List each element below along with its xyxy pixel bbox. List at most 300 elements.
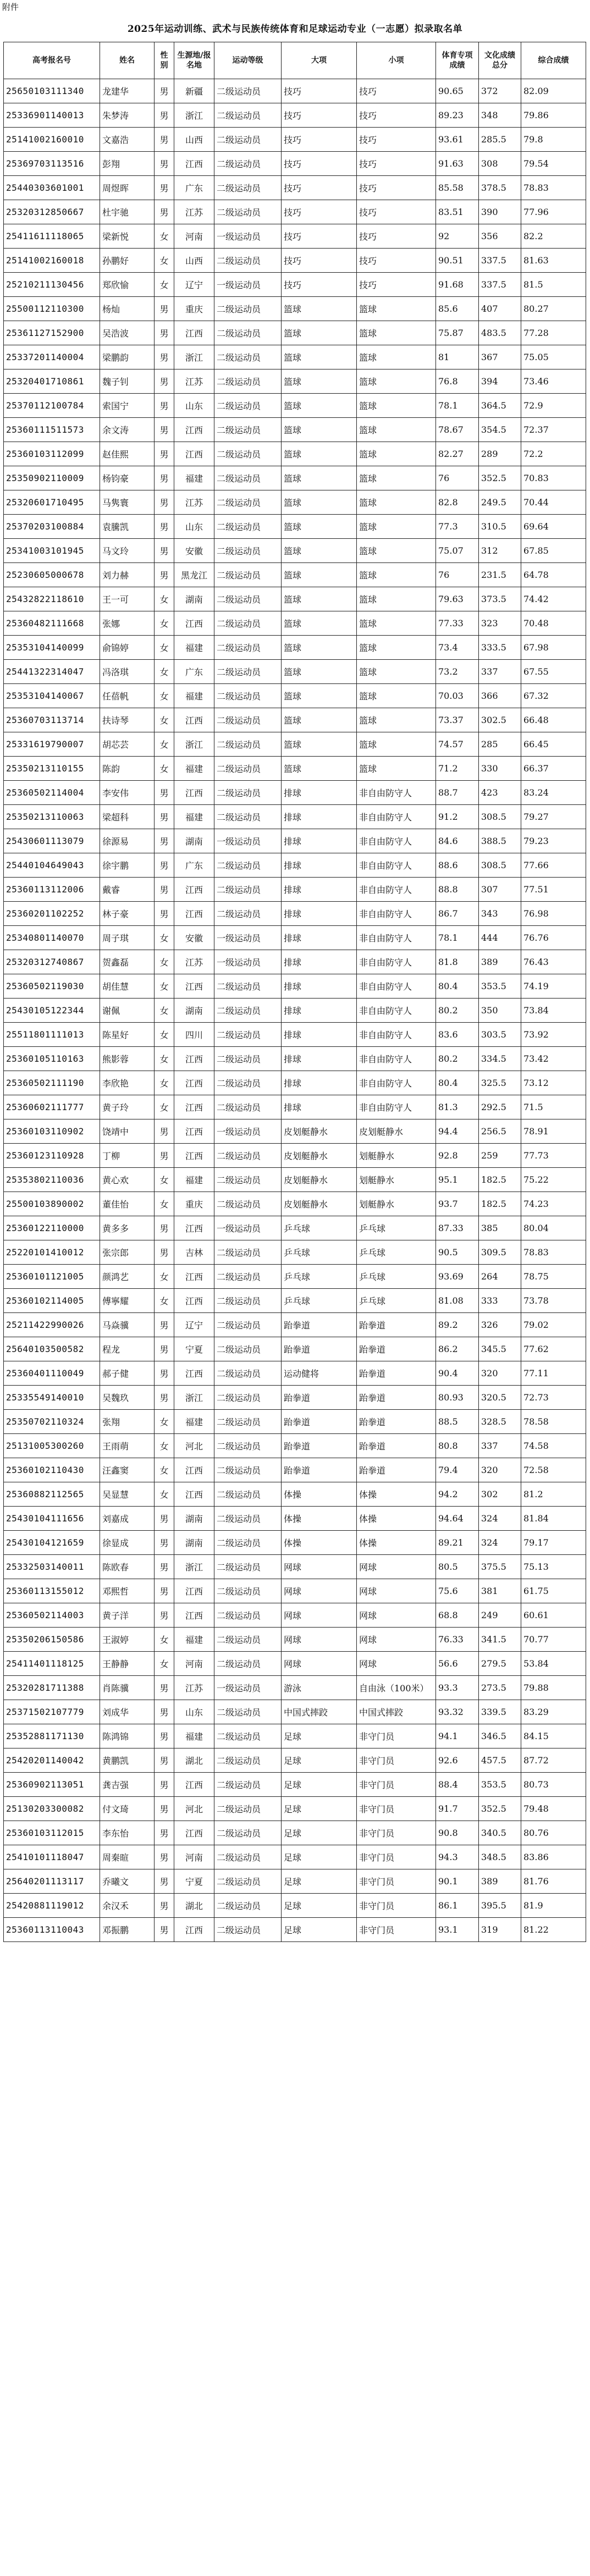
table-row [4, 1434, 586, 1458]
table-row [4, 103, 586, 128]
cell-culture-score: 389 [479, 1869, 521, 1894]
cell-major-event: 足球 [282, 1748, 357, 1773]
cell-major-event: 排球 [282, 1095, 357, 1119]
cell-major-event: 篮球 [282, 732, 357, 757]
cell-sex: 男 [155, 79, 174, 103]
cell-sport-score: 75.6 [436, 1579, 479, 1603]
cell-exam-id: 25500112110300 [4, 297, 100, 321]
cell-major-event: 足球 [282, 1845, 357, 1869]
cell-culture-score: 457.5 [479, 1748, 521, 1773]
cell-level: 二级运动员 [214, 781, 282, 805]
cell-exam-id: 25360502119030 [4, 974, 100, 999]
cell-major-event: 排球 [282, 781, 357, 805]
cell-total-score: 78.75 [521, 1265, 586, 1289]
cell-major-event: 皮划艇静水 [282, 1192, 357, 1216]
cell-major-event: 乒乓球 [282, 1216, 357, 1240]
cell-major-event: 皮划艇静水 [282, 1144, 357, 1168]
cell-name: 黄鹏凯 [100, 1748, 155, 1773]
table-row [4, 369, 586, 394]
cell-culture-score: 444 [479, 926, 521, 950]
cell-name: 邓熙哲 [100, 1579, 155, 1603]
table-row [4, 1821, 586, 1845]
table-row [4, 1410, 586, 1434]
cell-major-event: 乒乓球 [282, 1289, 357, 1313]
cell-exam-id: 25230605000678 [4, 563, 100, 587]
cell-total-score: 73.46 [521, 369, 586, 394]
cell-level: 二级运动员 [214, 539, 282, 563]
cell-total-score: 81.76 [521, 1869, 586, 1894]
cell-level: 二级运动员 [214, 732, 282, 757]
cell-major-event: 运动健将 [282, 1361, 357, 1386]
cell-sex: 女 [155, 684, 174, 708]
cell-origin: 江西 [174, 1071, 214, 1095]
cell-origin: 广东 [174, 853, 214, 878]
cell-name: 赵佳熙 [100, 442, 155, 466]
cell-culture-score: 182.5 [479, 1192, 521, 1216]
cell-exam-id: 25350206150586 [4, 1628, 100, 1652]
cell-sex: 男 [155, 128, 174, 152]
cell-name: 颜鸿艺 [100, 1265, 155, 1289]
cell-sport-score: 95.1 [436, 1168, 479, 1192]
cell-level: 二级运动员 [214, 974, 282, 999]
cell-total-score: 74.19 [521, 974, 586, 999]
cell-level: 二级运动员 [214, 1289, 282, 1313]
cell-minor-event: 技巧 [357, 273, 436, 297]
cell-level: 二级运动员 [214, 369, 282, 394]
cell-minor-event: 划艇静水 [357, 1144, 436, 1168]
cell-sex: 男 [155, 1386, 174, 1410]
cell-sex: 男 [155, 1603, 174, 1628]
cell-exam-id: 25211422990026 [4, 1313, 100, 1337]
cell-level: 二级运动员 [214, 1531, 282, 1555]
cell-origin: 四川 [174, 1023, 214, 1047]
table-row [4, 611, 586, 636]
cell-culture-score: 346.5 [479, 1724, 521, 1748]
cell-sex: 男 [155, 1724, 174, 1748]
cell-origin: 湖南 [174, 1507, 214, 1531]
cell-sport-score: 76.8 [436, 369, 479, 394]
table-row [4, 466, 586, 490]
cell-total-score: 70.83 [521, 466, 586, 490]
cell-sex: 男 [155, 442, 174, 466]
cell-major-event: 体操 [282, 1482, 357, 1507]
cell-minor-event: 网球 [357, 1603, 436, 1628]
cell-exam-id: 25360102110430 [4, 1458, 100, 1482]
cell-exam-id: 25371502107779 [4, 1700, 100, 1724]
cell-major-event: 足球 [282, 1894, 357, 1918]
cell-minor-event: 篮球 [357, 515, 436, 539]
cell-minor-event: 非自由防守人 [357, 999, 436, 1023]
cell-level: 二级运动员 [214, 1192, 282, 1216]
table-row [4, 176, 586, 200]
cell-exam-id: 25141002160010 [4, 128, 100, 152]
cell-exam-id: 25353802110036 [4, 1168, 100, 1192]
cell-sport-score: 84.6 [436, 829, 479, 853]
cell-total-score: 64.78 [521, 563, 586, 587]
cell-level: 二级运动员 [214, 1918, 282, 1942]
cell-minor-event: 技巧 [357, 79, 436, 103]
cell-minor-event: 乒乓球 [357, 1265, 436, 1289]
cell-major-event: 排球 [282, 1047, 357, 1071]
cell-culture-score: 348.5 [479, 1845, 521, 1869]
cell-name: 黄多多 [100, 1216, 155, 1240]
cell-culture-score: 324 [479, 1507, 521, 1531]
cell-exam-id: 25320601710495 [4, 490, 100, 515]
cell-exam-id: 25353104140099 [4, 636, 100, 660]
cell-major-event: 足球 [282, 1869, 357, 1894]
cell-sex: 女 [155, 732, 174, 757]
cell-level: 二级运动员 [214, 442, 282, 466]
cell-major-event: 篮球 [282, 394, 357, 418]
cell-level: 二级运动员 [214, 1555, 282, 1579]
cell-origin: 江西 [174, 1216, 214, 1240]
cell-major-event: 技巧 [282, 103, 357, 128]
cell-name: 黄子洋 [100, 1603, 155, 1628]
table-row [4, 1652, 586, 1676]
cell-culture-score: 352.5 [479, 1797, 521, 1821]
cell-level: 二级运动员 [214, 563, 282, 587]
cell-sport-score: 80.4 [436, 1071, 479, 1095]
cell-exam-id: 25500103890002 [4, 1192, 100, 1216]
cell-minor-event: 篮球 [357, 466, 436, 490]
cell-major-event: 跆拳道 [282, 1410, 357, 1434]
cell-total-score: 81.2 [521, 1482, 586, 1507]
table-row [4, 1628, 586, 1652]
cell-origin: 宁夏 [174, 1869, 214, 1894]
col-culture-score: 文化成绩总分 [479, 42, 521, 79]
cell-name: 张宗郎 [100, 1240, 155, 1265]
cell-exam-id: 25332503140011 [4, 1555, 100, 1579]
cell-culture-score: 372 [479, 79, 521, 103]
cell-major-event: 技巧 [282, 273, 357, 297]
cell-sport-score: 90.65 [436, 79, 479, 103]
cell-origin: 江西 [174, 442, 214, 466]
cell-total-score: 82.2 [521, 224, 586, 249]
table-row [4, 394, 586, 418]
cell-major-event: 技巧 [282, 152, 357, 176]
table-row [4, 684, 586, 708]
cell-sport-score: 80.4 [436, 974, 479, 999]
cell-minor-event: 非自由防守人 [357, 853, 436, 878]
cell-sex: 女 [155, 1168, 174, 1192]
cell-origin: 河南 [174, 1652, 214, 1676]
cell-sex: 男 [155, 539, 174, 563]
cell-sex: 女 [155, 224, 174, 249]
cell-sport-score: 80.5 [436, 1555, 479, 1579]
cell-minor-event: 非自由防守人 [357, 829, 436, 853]
cell-minor-event: 非守门员 [357, 1773, 436, 1797]
cell-level: 二级运动员 [214, 1144, 282, 1168]
table-row [4, 1313, 586, 1337]
table-header-row [4, 42, 586, 79]
cell-total-score: 67.32 [521, 684, 586, 708]
cell-culture-score: 279.5 [479, 1652, 521, 1676]
cell-total-score: 75.13 [521, 1555, 586, 1579]
cell-name: 戴睿 [100, 878, 155, 902]
cell-total-score: 73.84 [521, 999, 586, 1023]
cell-sex: 男 [155, 1676, 174, 1700]
cell-total-score: 61.75 [521, 1579, 586, 1603]
cell-exam-id: 25360902113051 [4, 1773, 100, 1797]
cell-sport-score: 90.1 [436, 1869, 479, 1894]
cell-minor-event: 篮球 [357, 684, 436, 708]
table-row [4, 999, 586, 1023]
cell-sex: 男 [155, 829, 174, 853]
cell-major-event: 技巧 [282, 176, 357, 200]
cell-origin: 湖南 [174, 829, 214, 853]
attachment-label: 附件 [2, 2, 19, 12]
cell-level: 二级运动员 [214, 1361, 282, 1386]
cell-culture-score: 325.5 [479, 1071, 521, 1095]
cell-minor-event: 非自由防守人 [357, 1071, 436, 1095]
cell-sex: 女 [155, 1289, 174, 1313]
cell-minor-event: 非自由防守人 [357, 902, 436, 926]
cell-minor-event: 技巧 [357, 152, 436, 176]
cell-name: 文嘉浩 [100, 128, 155, 152]
cell-minor-event: 划艇静水 [357, 1192, 436, 1216]
col-sport-score: 体育专项成绩 [436, 42, 479, 79]
cell-name: 彭翔 [100, 152, 155, 176]
cell-minor-event: 跆拳道 [357, 1361, 436, 1386]
cell-total-score: 80.76 [521, 1821, 586, 1845]
cell-total-score: 79.17 [521, 1531, 586, 1555]
cell-level: 二级运动员 [214, 1773, 282, 1797]
cell-culture-score: 330 [479, 757, 521, 781]
cell-total-score: 78.83 [521, 176, 586, 200]
cell-total-score: 66.48 [521, 708, 586, 732]
cell-exam-id: 25320312850667 [4, 200, 100, 224]
cell-culture-score: 423 [479, 781, 521, 805]
cell-culture-score: 367 [479, 345, 521, 369]
cell-origin: 广东 [174, 660, 214, 684]
cell-exam-id: 25430104111656 [4, 1507, 100, 1531]
cell-sport-score: 91.2 [436, 805, 479, 829]
cell-culture-score: 324 [479, 1531, 521, 1555]
cell-sport-score: 77.33 [436, 611, 479, 636]
cell-sex: 男 [155, 418, 174, 442]
cell-level: 一级运动员 [214, 1676, 282, 1700]
cell-sex: 男 [155, 466, 174, 490]
cell-origin: 江苏 [174, 950, 214, 974]
cell-sport-score: 91.68 [436, 273, 479, 297]
cell-origin: 湖北 [174, 1748, 214, 1773]
cell-minor-event: 非自由防守人 [357, 781, 436, 805]
cell-sex: 女 [155, 660, 174, 684]
cell-sex: 男 [155, 1869, 174, 1894]
cell-culture-score: 389 [479, 950, 521, 974]
cell-major-event: 跆拳道 [282, 1458, 357, 1482]
cell-exam-id: 25511801111013 [4, 1023, 100, 1047]
cell-name: 邓振鹏 [100, 1918, 155, 1942]
cell-sport-score: 81.3 [436, 1095, 479, 1119]
cell-sport-score: 85.6 [436, 297, 479, 321]
cell-sport-score: 90.4 [436, 1361, 479, 1386]
cell-total-score: 70.77 [521, 1628, 586, 1652]
page-bottom-margin [0, 2555, 590, 2576]
cell-minor-event: 篮球 [357, 563, 436, 587]
cell-culture-score: 364.5 [479, 394, 521, 418]
cell-minor-event: 非自由防守人 [357, 1023, 436, 1047]
cell-total-score: 60.61 [521, 1603, 586, 1628]
cell-origin: 江西 [174, 1144, 214, 1168]
cell-minor-event: 体操 [357, 1482, 436, 1507]
cell-sex: 男 [155, 1361, 174, 1386]
cell-total-score: 79.48 [521, 1797, 586, 1821]
cell-exam-id: 25411611118065 [4, 224, 100, 249]
cell-major-event: 乒乓球 [282, 1240, 357, 1265]
table-row [4, 660, 586, 684]
cell-sex: 男 [155, 321, 174, 345]
cell-sport-score: 94.2 [436, 1482, 479, 1507]
cell-origin: 重庆 [174, 1192, 214, 1216]
cell-total-score: 74.42 [521, 587, 586, 611]
cell-sport-score: 81.08 [436, 1289, 479, 1313]
cell-total-score: 78.91 [521, 1119, 586, 1144]
cell-level: 二级运动员 [214, 636, 282, 660]
cell-level: 二级运动员 [214, 1313, 282, 1337]
cell-major-event: 网球 [282, 1652, 357, 1676]
cell-exam-id: 25131005300260 [4, 1434, 100, 1458]
cell-minor-event: 非自由防守人 [357, 1095, 436, 1119]
cell-major-event: 篮球 [282, 466, 357, 490]
cell-origin: 湖南 [174, 999, 214, 1023]
cell-name: 杨钧豪 [100, 466, 155, 490]
cell-sport-score: 90.51 [436, 249, 479, 273]
cell-level: 二级运动员 [214, 708, 282, 732]
cell-sport-score: 89.23 [436, 103, 479, 128]
cell-exam-id: 25360602111777 [4, 1095, 100, 1119]
cell-minor-event: 非守门员 [357, 1821, 436, 1845]
cell-level: 二级运动员 [214, 878, 282, 902]
cell-origin: 江西 [174, 974, 214, 999]
cell-minor-event: 自由泳（100米） [357, 1676, 436, 1700]
table-row [4, 321, 586, 345]
cell-total-score: 72.73 [521, 1386, 586, 1410]
cell-exam-id: 25360105110163 [4, 1047, 100, 1071]
cell-sex: 女 [155, 974, 174, 999]
cell-sex: 男 [155, 1144, 174, 1168]
cell-culture-score: 323 [479, 611, 521, 636]
table-row [4, 878, 586, 902]
cell-name: 杜宇驰 [100, 200, 155, 224]
cell-total-score: 79.8 [521, 128, 586, 152]
table-row [4, 636, 586, 660]
table-row [4, 152, 586, 176]
cell-name: 徐源易 [100, 829, 155, 853]
cell-total-score: 67.55 [521, 660, 586, 684]
cell-culture-score: 337.5 [479, 249, 521, 273]
cell-culture-score: 353.5 [479, 974, 521, 999]
cell-major-event: 篮球 [282, 539, 357, 563]
cell-major-event: 排球 [282, 902, 357, 926]
cell-exam-id: 25336901140013 [4, 103, 100, 128]
cell-culture-score: 353.5 [479, 1773, 521, 1797]
cell-name: 袁騰凯 [100, 515, 155, 539]
cell-sex: 男 [155, 1240, 174, 1265]
cell-sex: 男 [155, 297, 174, 321]
cell-level: 二级运动员 [214, 1337, 282, 1361]
table-row [4, 1289, 586, 1313]
cell-major-event: 跆拳道 [282, 1434, 357, 1458]
cell-exam-id: 25360201102252 [4, 902, 100, 926]
cell-minor-event: 非自由防守人 [357, 950, 436, 974]
cell-exam-id: 25210211130456 [4, 273, 100, 297]
cell-level: 二级运动员 [214, 249, 282, 273]
cell-name: 李东怡 [100, 1821, 155, 1845]
cell-sex: 男 [155, 1337, 174, 1361]
cell-culture-score: 256.5 [479, 1119, 521, 1144]
cell-major-event: 足球 [282, 1724, 357, 1748]
table-row [4, 1119, 586, 1144]
cell-sport-score: 78.1 [436, 394, 479, 418]
cell-sport-score: 56.6 [436, 1652, 479, 1676]
cell-exam-id: 25360502114004 [4, 781, 100, 805]
cell-name: 汪鑫窦 [100, 1458, 155, 1482]
cell-sex: 女 [155, 1434, 174, 1458]
cell-minor-event: 篮球 [357, 708, 436, 732]
cell-name: 徐宇鹏 [100, 853, 155, 878]
cell-sex: 男 [155, 1845, 174, 1869]
cell-sex: 男 [155, 781, 174, 805]
cell-sex: 女 [155, 1458, 174, 1482]
cell-origin: 江西 [174, 1579, 214, 1603]
cell-total-score: 79.54 [521, 152, 586, 176]
cell-origin: 江西 [174, 1119, 214, 1144]
cell-total-score: 81.63 [521, 249, 586, 273]
cell-major-event: 乒乓球 [282, 1265, 357, 1289]
cell-minor-event: 乒乓球 [357, 1216, 436, 1240]
cell-name: 孙鹏好 [100, 249, 155, 273]
cell-name: 李欣艳 [100, 1071, 155, 1095]
cell-total-score: 72.37 [521, 418, 586, 442]
cell-sport-score: 90.8 [436, 1821, 479, 1845]
cell-exam-id: 25440303601001 [4, 176, 100, 200]
cell-exam-id: 25430105122344 [4, 999, 100, 1023]
cell-culture-score: 483.5 [479, 321, 521, 345]
cell-origin: 福建 [174, 1168, 214, 1192]
cell-origin: 江西 [174, 152, 214, 176]
cell-sex: 男 [155, 1579, 174, 1603]
col-name: 姓名 [100, 42, 155, 79]
col-minor-event: 小项 [357, 42, 436, 79]
cell-name: 乔曦文 [100, 1869, 155, 1894]
cell-origin: 江苏 [174, 369, 214, 394]
cell-name: 程龙 [100, 1337, 155, 1361]
cell-total-score: 77.11 [521, 1361, 586, 1386]
cell-level: 二级运动员 [214, 999, 282, 1023]
table-row [4, 781, 586, 805]
col-major-event: 大项 [282, 42, 357, 79]
cell-culture-score: 319 [479, 1918, 521, 1942]
cell-total-score: 74.23 [521, 1192, 586, 1216]
cell-total-score: 80.27 [521, 297, 586, 321]
cell-minor-event: 非守门员 [357, 1845, 436, 1869]
cell-total-score: 80.73 [521, 1773, 586, 1797]
cell-sport-score: 94.3 [436, 1845, 479, 1869]
cell-origin: 福建 [174, 757, 214, 781]
cell-sex: 男 [155, 1531, 174, 1555]
cell-name: 熊影蓉 [100, 1047, 155, 1071]
cell-level: 二级运动员 [214, 611, 282, 636]
cell-minor-event: 篮球 [357, 394, 436, 418]
cell-exam-id: 25432822118610 [4, 587, 100, 611]
cell-level: 一级运动员 [214, 926, 282, 950]
cell-sport-score: 92.6 [436, 1748, 479, 1773]
cell-minor-event: 非守门员 [357, 1869, 436, 1894]
cell-major-event: 跆拳道 [282, 1337, 357, 1361]
cell-level: 二级运动员 [214, 1748, 282, 1773]
cell-origin: 湖南 [174, 1531, 214, 1555]
